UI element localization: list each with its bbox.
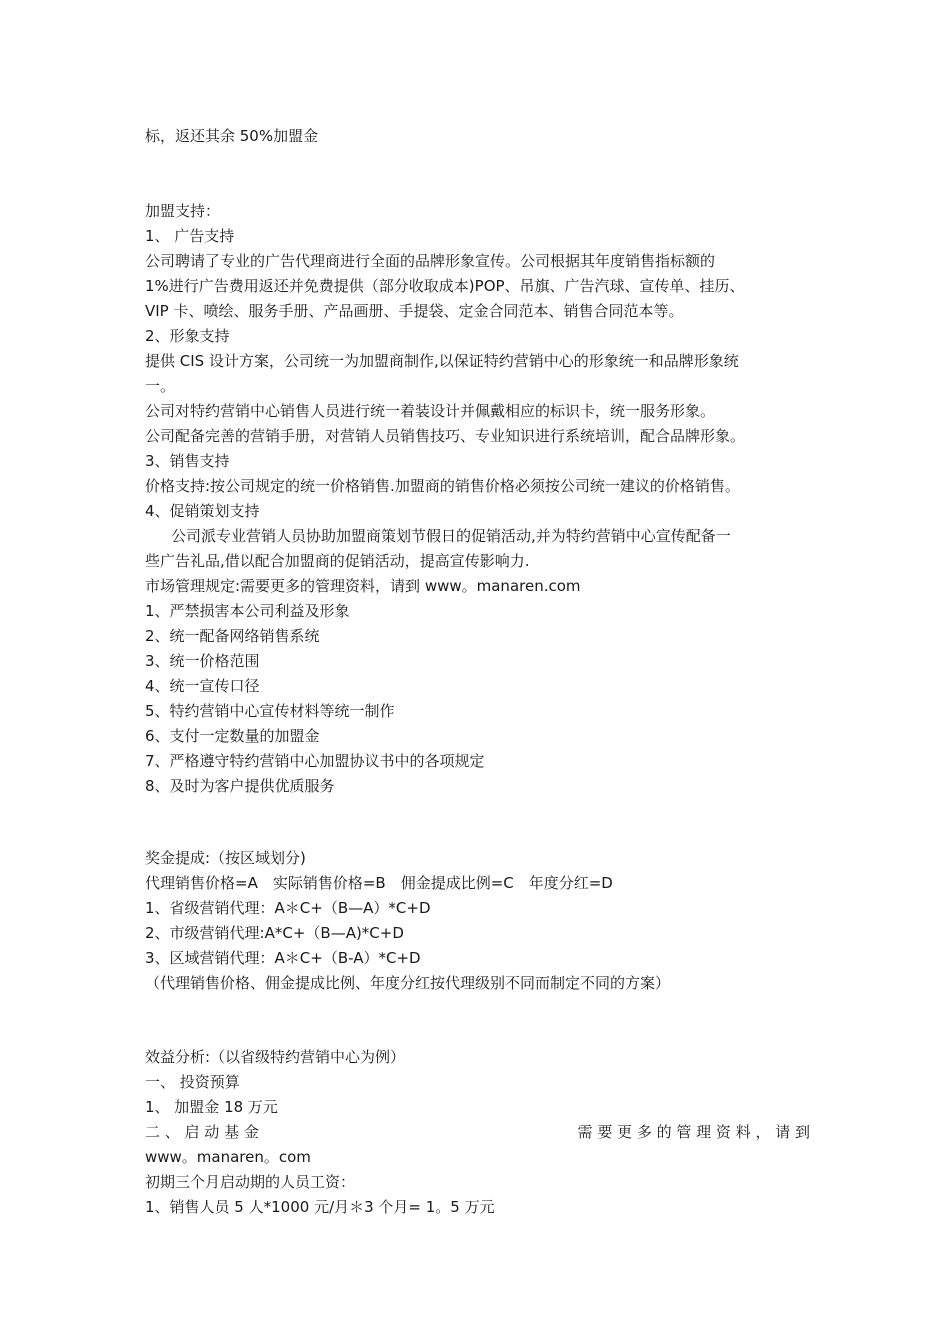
list-item: 2、市级营销代理:A*C+（B—A)*C+D — [145, 924, 404, 942]
section-title: 加盟支持： — [145, 202, 221, 220]
list-item: 6、支付一定数量的加盟金 — [145, 727, 320, 745]
text-line: 提供 CIS 设计方案，公司统一为加盟商制作,以保证特约营销中心的形象统一和品牌形象统 — [145, 352, 739, 370]
text-line: 公司配备完善的营销手册，对营销人员销售技巧、专业知识进行系统培训，配合品牌形象。 — [145, 427, 746, 445]
benefit-section — [145, 1045, 810, 1220]
startup-link-text: 需 要 更 多 的 管 理 资 料 ， 请 到 — [577, 1123, 810, 1141]
text-line: 公司对特约营销中心销售人员进行统一着装设计并佩戴相应的标识卡，统一服务形象。 — [145, 402, 716, 420]
text-line: VIP 卡、喷绘、服务手册、产品画册、手提袋、定金合同范本、销售合同范本等。 — [145, 302, 684, 320]
subheading: 一、 投资预算 — [145, 1073, 240, 1091]
list-item: 1、 加盟金 18 万元 — [145, 1098, 278, 1116]
list-item: 1、严禁损害本公司利益及形象 — [145, 602, 350, 620]
text-line: 价格支持:按公司规定的统一价格销售.加盟商的销售价格必须按公司统一建议的价格销售。 — [145, 477, 740, 495]
text-line: 代理销售价格=A 实际销售价格=B 佣金提成比例=C 年度分红=D — [145, 874, 613, 892]
subheading: 1、 广告支持 — [145, 227, 235, 245]
list-item: 7、严格遵守特约营销中心加盟协议书中的各项规定 — [145, 752, 485, 770]
list-item: 8、及时为客户提供优质服务 — [145, 777, 335, 795]
list-item: 3、统一价格范围 — [145, 652, 260, 670]
subheading: 初期三个月启动期的人员工资： — [145, 1173, 356, 1191]
startup-heading: 二 、 启 动 基 金 — [145, 1123, 259, 1141]
subheading: 2、形象支持 — [145, 327, 230, 345]
list-item: 4、统一宣传口径 — [145, 677, 260, 695]
subheading: 3、销售支持 — [145, 452, 230, 470]
list-item: 5、特约营销中心宣传材料等统一制作 — [145, 702, 395, 720]
text-line: 公司派专业营销人员协助加盟商策划节假日的促销活动,并为特约营销中心宣传配备一 — [171, 527, 731, 545]
text-line: 公司聘请了专业的广告代理商进行全面的品牌形象宣传。公司根据其年度销售指标额的 — [145, 252, 716, 270]
text-line: 一。 — [145, 377, 176, 395]
intro-block — [145, 124, 810, 149]
list-item: 1、销售人员 5 人*1000 元/月＊3 个月= 1。5 万元 — [145, 1198, 495, 1216]
note-line: （代理销售价格、佣金提成比例、年度分红按代理级别不同而制定不同的方案） — [145, 974, 671, 992]
support-section — [145, 199, 810, 799]
list-item: 3、区域营销代理：A＊C+（B-A）*C+D — [145, 949, 421, 967]
section-title: 效益分析:（以省级特约营销中心为例） — [145, 1048, 406, 1066]
subheading: 4、促销策划支持 — [145, 502, 260, 520]
startup-line — [145, 1120, 810, 1145]
section-title: 奖金提成:（按区域划分) — [145, 849, 306, 867]
text-line: 1%进行广告费用返还并免费提供（部分收取成本)POP、吊旗、广告汽球、宣传单、挂历、 — [145, 277, 745, 295]
bonus-section — [145, 846, 810, 996]
text-line: 标，返还其余 50%加盟金 — [145, 127, 319, 145]
url-text: www。manaren。com — [145, 1148, 311, 1166]
text-line: 些广告礼品,借以配合加盟商的促销活动，提高宣传影响力. — [145, 552, 530, 570]
list-item: 2、统一配备网络销售系统 — [145, 627, 320, 645]
market-title: 市场管理规定:需要更多的管理资料，请到 www。manaren.com — [145, 577, 581, 595]
list-item: 1、省级营销代理：A＊C+（B—A）*C+D — [145, 899, 431, 917]
